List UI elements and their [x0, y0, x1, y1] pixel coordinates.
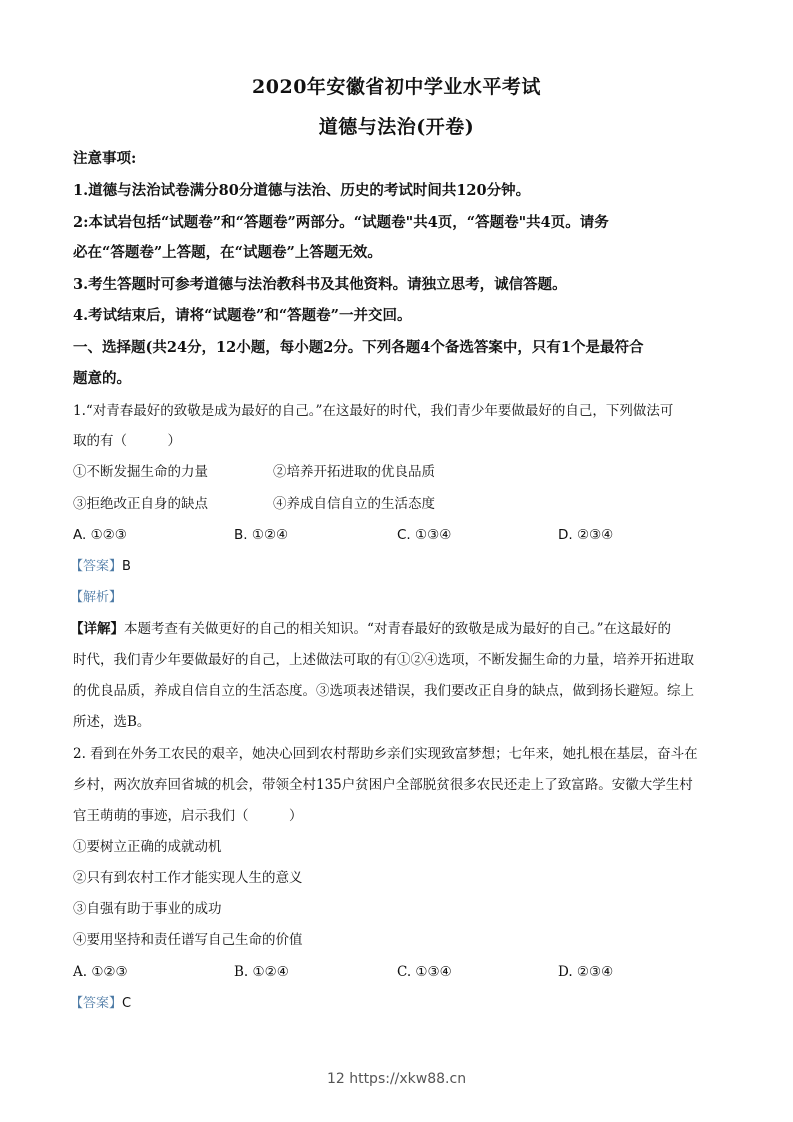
section-heading-cont: 题意的。	[73, 370, 131, 387]
q1-detail-line-4: 所述，选B。	[73, 714, 151, 730]
notice-item-4: 4.考试结束后，请将“试题卷”和“答题卷”一并交回。	[73, 307, 412, 324]
q1-detail-line-2: 时代，我们青少年要做最好的自己，上述做法可取的有①②④选项，不断发掘生命的力量，培养开拓进取	[73, 652, 694, 668]
answer-tag: 【答案】	[70, 559, 123, 574]
section-heading: 一、选择题(共24分，12小题，每小题2分。下列各题4个备选答案中，只有1个是最符合	[73, 339, 644, 356]
answer-tag: 【答案】	[70, 996, 123, 1011]
analysis-tag: 【解析】	[70, 590, 123, 605]
q2-answer	[70, 994, 131, 1013]
q2-statement-1: ①要树立正确的成就动机	[73, 839, 222, 855]
q1-detail-line-1: 【详解】本题考查有关做更好的自己的相关知识。“对青春最好的致敬是成为最好的自己。”在这最好的	[70, 621, 672, 637]
answer-value: B	[122, 559, 131, 574]
notice-item-1: 1.道德与法治试卷满分80分道德与法治、历史的考试时间共120分钟。	[73, 182, 531, 199]
q2-option-a: A. ①②③	[73, 964, 128, 980]
exam-subtitle: 道德与法治(开卷)	[318, 116, 475, 138]
q2-option-d: D. ②③④	[558, 964, 614, 980]
q2-option-b: B. ①②④	[234, 964, 289, 980]
q2-stem-line-1: 2. 看到在外务工农民的艰辛，她决心回到农村帮助乡亲们实现致富梦想；七年来，她扎根在基层，奋斗在	[73, 746, 698, 762]
q1-option-c: C. ①③④	[397, 527, 452, 543]
q1-statement-3: ③拒绝改正自身的缺点	[73, 496, 208, 512]
q2-statement-2: ②只有到农村工作才能实现人生的意义	[73, 870, 303, 886]
q1-statement-1: ①不断发掘生命的力量	[73, 464, 208, 480]
q1-statement-2: ②培养开拓进取的优良品质	[273, 464, 435, 480]
q1-stem-line-1: 1.“对青春最好的致敬是成为最好的自己。”在这最好的时代，我们青少年要做最好的自己，下列做法可	[73, 403, 674, 419]
q1-option-b: B. ①②④	[234, 527, 289, 543]
q2-statement-3: ③自强有助于事业的成功	[73, 901, 222, 917]
q1-statement-4: ④养成自信自立的生活态度	[273, 496, 435, 512]
q1-option-d: D. ②③④	[558, 527, 614, 543]
page-footer: 12 https://xkw88.cn	[326, 1071, 467, 1087]
q1-answer	[70, 557, 131, 576]
notice-item-3: 3.考生答题时可参考道德与法治教科书及其他资料。请独立思考，诚信答题。	[73, 276, 567, 293]
notice-item-2-cont: 必在“答题卷”上答题，在“试题卷”上答题无效。	[73, 244, 382, 261]
q2-statement-4: ④要用坚持和责任谱写自己生命的价值	[73, 932, 303, 948]
q2-stem-line-3: 官王萌萌的事迹，启示我们（ ）	[73, 808, 303, 824]
q1-detail-line-3: 的优良品质，养成自信自立的生活态度。③选项表述错误，我们要改正自身的缺点，做到扬长避短。综上	[73, 683, 694, 699]
exam-title: 2020年安徽省初中学业水平考试	[252, 76, 541, 98]
q1-analysis	[70, 588, 122, 607]
q2-option-c: C. ①③④	[397, 964, 452, 980]
q2-stem-line-2: 乡村，两次放弃回省城的机会，带领全村135户贫困户全部脱贫很多农民还走上了致富路。安徽大学生村	[73, 777, 693, 793]
detail-tag: 【详解】	[70, 621, 124, 637]
notice-heading: 注意事项:	[73, 150, 137, 167]
notice-item-2: 2:本试岩包括“试题卷”和“答题卷”两部分。“试题卷"共4页，“答题卷"共4页。请务	[73, 214, 609, 231]
q1-stem-line-2: 取的有（ ）	[73, 433, 181, 449]
answer-value: C	[122, 996, 132, 1011]
q1-option-a: A. ①②③	[73, 527, 127, 543]
